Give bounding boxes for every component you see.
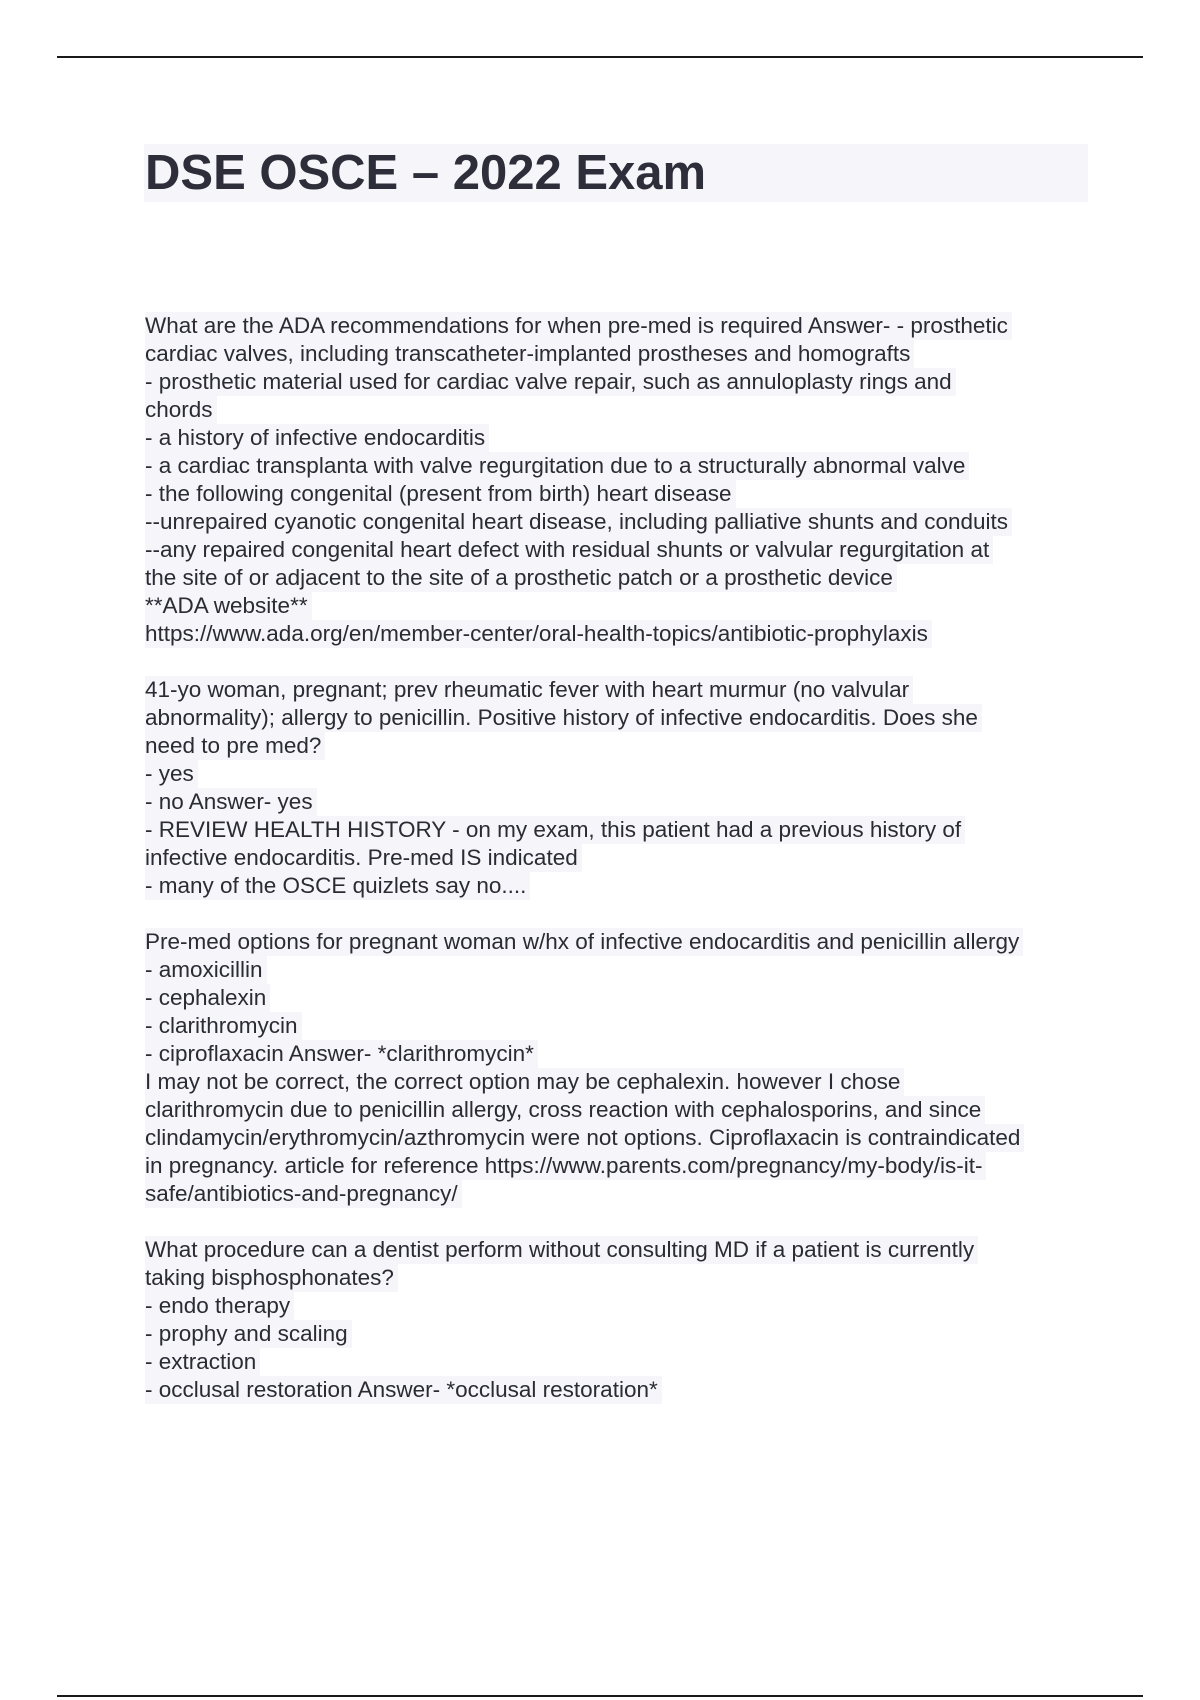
text-line — [145, 1180, 1145, 1208]
text-line — [145, 480, 1145, 508]
text-line — [145, 1124, 1145, 1152]
text-line-content: - ciproflaxacin Answer- *clarithromycin* — [145, 1040, 538, 1068]
text-line-content: safe/antibiotics-and-pregnancy/ — [145, 1180, 462, 1208]
text-line-content: - no Answer- yes — [145, 788, 317, 816]
text-line-content: abnormality); allergy to penicillin. Positive history of infective endocarditis. Does she — [145, 704, 982, 732]
text-line — [145, 620, 1145, 648]
text-line-content: - clarithromycin — [145, 1012, 302, 1040]
document-body — [145, 312, 1145, 1432]
text-line — [145, 732, 1145, 760]
text-line — [145, 1096, 1145, 1124]
text-line — [145, 816, 1145, 844]
text-line-content: - extraction — [145, 1348, 260, 1376]
text-line-content: clarithromycin due to penicillin allergy, cross reaction with cephalosporins, and since — [145, 1096, 985, 1124]
text-line — [145, 788, 1145, 816]
text-line — [145, 1376, 1145, 1404]
text-line-content: in pregnancy. article for reference https://www.parents.com/pregnancy/my-body/is-it- — [145, 1152, 986, 1180]
text-line — [145, 1320, 1145, 1348]
text-line — [145, 984, 1145, 1012]
text-line — [145, 872, 1145, 900]
text-line-content: infective endocarditis. Pre-med IS indicated — [145, 844, 582, 872]
text-line — [145, 312, 1145, 340]
text-line — [145, 928, 1145, 956]
text-line-content: - prophy and scaling — [145, 1320, 352, 1348]
text-line-content: taking bisphosphonates? — [145, 1264, 398, 1292]
text-line — [145, 1348, 1145, 1376]
text-line-content: https://www.ada.org/en/member-center/oral-health-topics/antibiotic-prophylaxis — [145, 620, 932, 648]
text-line-content: cardiac valves, including transcatheter-implanted prostheses and homografts — [145, 340, 914, 368]
text-line-content: I may not be correct, the correct option may be cephalexin. however I chose — [145, 1068, 904, 1096]
text-line — [145, 704, 1145, 732]
text-line — [145, 956, 1145, 984]
text-line-content: --any repaired congenital heart defect with residual shunts or valvular regurgitation at — [145, 536, 993, 564]
text-line — [145, 1152, 1145, 1180]
text-line — [145, 368, 1145, 396]
text-line-content: - the following congenital (present from birth) heart disease — [145, 480, 736, 508]
text-line — [145, 452, 1145, 480]
text-line — [145, 1236, 1145, 1264]
text-line — [145, 760, 1145, 788]
text-line — [145, 844, 1145, 872]
text-line-content: chords — [145, 396, 217, 424]
text-line-content: - a history of infective endocarditis — [145, 424, 489, 452]
text-line-content: - endo therapy — [145, 1292, 294, 1320]
text-line — [145, 1040, 1145, 1068]
text-line-content: - prosthetic material used for cardiac valve repair, such as annuloplasty rings and — [145, 368, 956, 396]
text-line-content: **ADA website** — [145, 592, 312, 620]
question-block-premed-recommendations — [145, 312, 1145, 648]
text-line-content: - a cardiac transplanta with valve regurgitation due to a structurally abnormal valve — [145, 452, 969, 480]
text-line-content: need to pre med? — [145, 732, 325, 760]
text-line — [145, 676, 1145, 704]
text-line — [145, 340, 1145, 368]
question-block-premed-options — [145, 928, 1145, 1208]
text-line — [145, 564, 1145, 592]
text-line — [145, 396, 1145, 424]
text-line — [145, 1264, 1145, 1292]
text-line-content: --unrepaired cyanotic congenital heart disease, including palliative shunts and conduits — [145, 508, 1012, 536]
text-line — [145, 508, 1145, 536]
text-line — [145, 1068, 1145, 1096]
text-line-content: Pre-med options for pregnant woman w/hx of infective endocarditis and penicillin allergy — [145, 928, 1023, 956]
text-line-content: What procedure can a dentist perform without consulting MD if a patient is currently — [145, 1236, 978, 1264]
text-line — [145, 424, 1145, 452]
text-line-content: - amoxicillin — [145, 956, 267, 984]
bottom-rule — [57, 1695, 1143, 1697]
text-line-content: - yes — [145, 760, 198, 788]
text-line-content: - cephalexin — [145, 984, 270, 1012]
text-line-content: the site of or adjacent to the site of a prosthetic patch or a prosthetic device — [145, 564, 897, 592]
text-line-content: - REVIEW HEALTH HISTORY - on my exam, this patient had a previous history of — [145, 816, 965, 844]
text-line-content: clindamycin/erythromycin/azthromycin were not options. Ciproflaxacin is contraindicated — [145, 1124, 1024, 1152]
text-line-content: - occlusal restoration Answer- *occlusal restoration* — [145, 1376, 662, 1404]
text-line — [145, 1012, 1145, 1040]
text-line — [145, 1292, 1145, 1320]
text-line-content: 41-yo woman, pregnant; prev rheumatic fever with heart murmur (no valvular — [145, 676, 913, 704]
top-rule — [57, 56, 1143, 58]
text-line — [145, 592, 1145, 620]
question-block-bisphosphonates — [145, 1236, 1145, 1404]
text-line — [145, 536, 1145, 564]
page-title: DSE OSCE – 2022 Exam — [145, 146, 707, 200]
text-line-content: - many of the OSCE quizlets say no.... — [145, 872, 530, 900]
question-block-pregnant-patient — [145, 676, 1145, 900]
text-line-content: What are the ADA recommendations for when pre-med is required Answer- - prosthetic — [145, 312, 1012, 340]
